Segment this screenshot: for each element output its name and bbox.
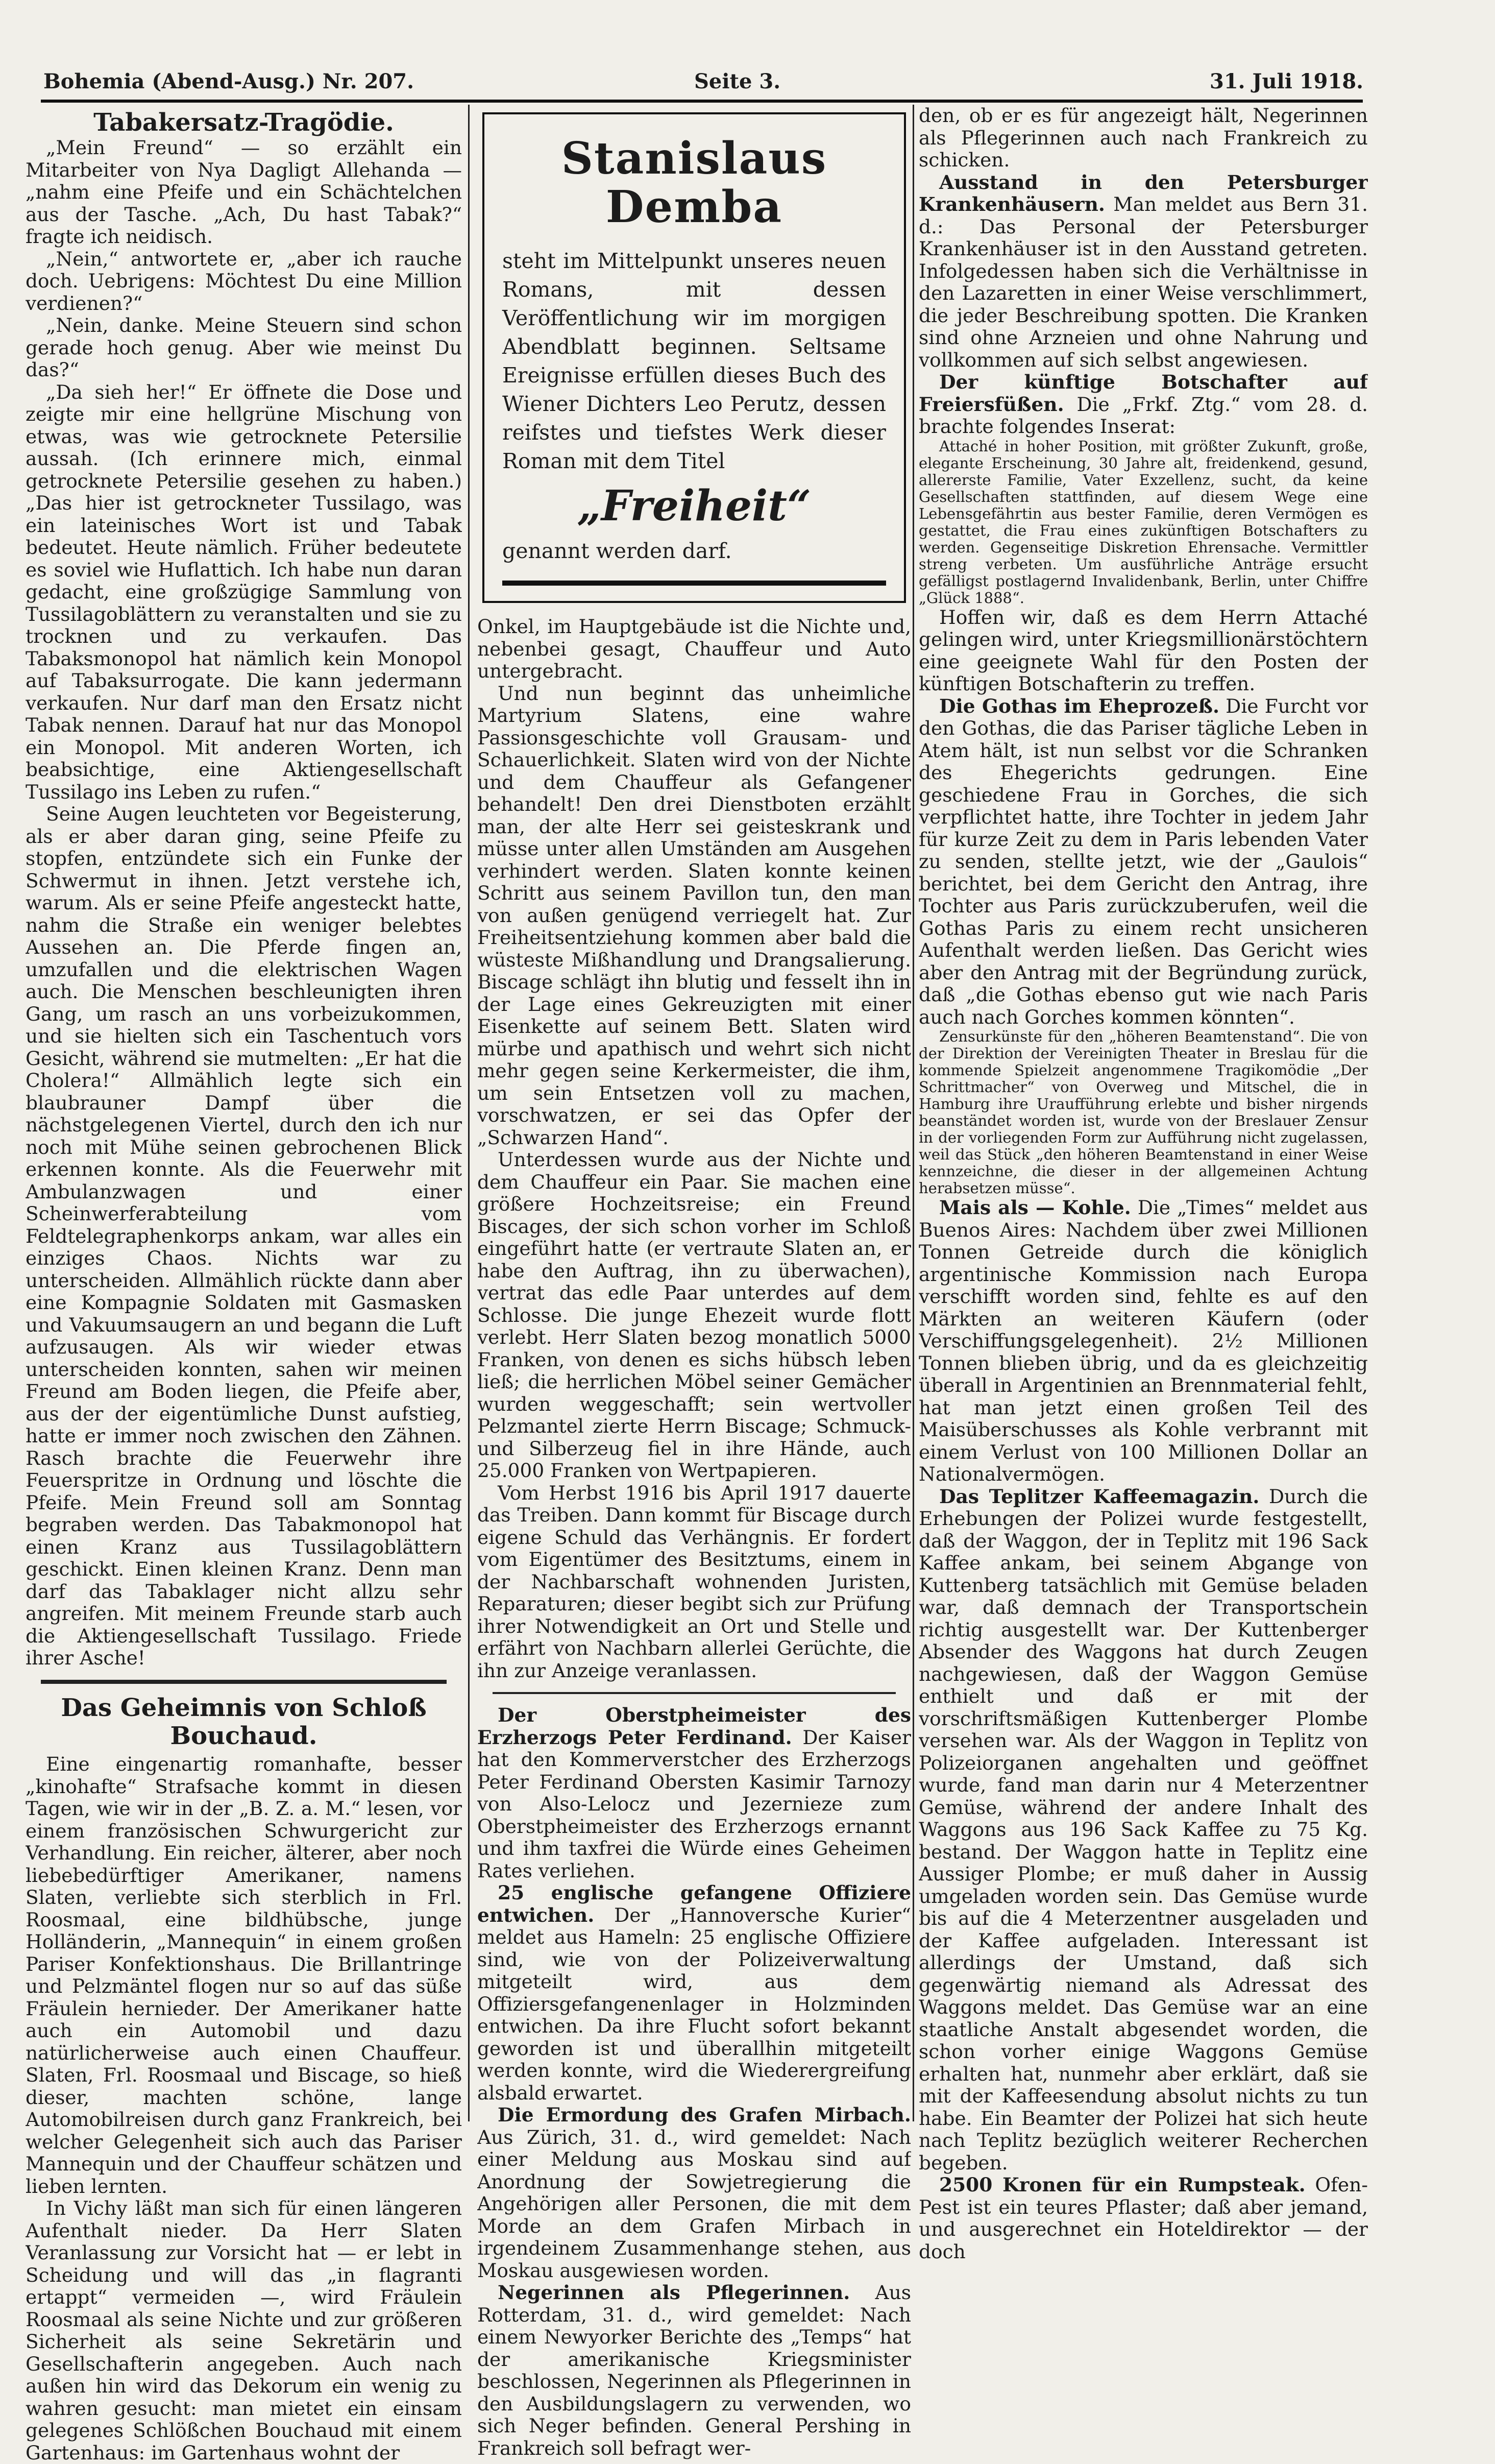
news-headline: Der künftige Botschafter auf Freiersfüßen. (919, 371, 1368, 416)
news-headline: Negerinnen als Pflegerinnen. (498, 2281, 850, 2304)
announcement-novel-title: „Freiheit“ (577, 481, 812, 531)
news-text: Die „Frkf. Ztg.“ vom 28. d. brachte folgendes Inserat: (919, 393, 1368, 438)
news-item (919, 371, 1368, 438)
announcement-rule (502, 581, 886, 586)
novel-announcement-box (482, 112, 906, 603)
header-date: 31. Juli 1918. (1210, 69, 1364, 93)
header-page-number: Seite 3. (694, 69, 781, 93)
news-item (919, 695, 1368, 1029)
news-headline: Die Gothas im Eheprozeß. (939, 694, 1220, 717)
column-3 (919, 105, 1368, 2263)
announcement-body: steht im Mittelpunkt unseres neuen Romans, mit dessen Veröffentlichung wir im morgigen Abendblatt beginnen. Seltsame Ereignisse erfüllen dieses Buch des Wiener Dichters Leo Perutz, dessen reifstes und tiefstes Werk dieser Roman mit dem Titel (502, 249, 886, 474)
news-text: Durch die Erhebungen der Polizei wurde festgestellt, daß der Waggon, der in Teplitz mit 196 Sack Kaffee ankam, bei seinem Abgange von Kuttenberg tatsächlich mit Gemüse beladen war, daß demnach der Transportschein richtig ausgestellt war. Der Kuttenberger Absender des Waggons hat durch Zeugen nachgewiesen, daß der Waggon Gemüse enthielt und daß er mit der vorschriftsmäßigen Kuttenberger Plombe versehen war. Als der Waggon in Teplitz von Polizeiorganen angehalten und geöffnet wurde, fand man darin nur 4 Meterzentner Gemüse, während der andere Inhalt des Waggons aus 196 Sack Kaffee zu 75 Kg. bestand. Der Waggon hatte in Teplitz eine Aussiger Plombe; er muß daher in Aussig umgeladen worden sein. Das Gemüse wurde bis auf die 4 Meterzentner ausgeladen und der Kaffee aufgeladen. Interessant ist allerdings der Umstand, daß sich gegenwärtig niemand als Adressat des Waggons meldet. Das Gemüse war an eine staatliche Anstalt abgesendet worden, die schon vorher einige Waggons Gemüse erhalten hat, nunmehr aber erklärt, daß sie mit der Kaffeesendung absolut nichts zu tun habe. Ein Beamter der Polizei hat sich heute nach Teplitz bezüglich weiterer Recherchen begeben. (919, 1485, 1368, 2174)
article-paragraph: „Nein, danke. Meine Steuern sind schon gerade hoch genug. Aber wie meinst Du das?“ (26, 314, 462, 381)
news-text: Ofen-Pest ist ein teures Pflaster; daß aber jemand, und ausgerechnet ein Hoteldirektor — der doch (919, 2173, 1368, 2263)
announcement-title: Stanislaus Demba (561, 133, 827, 233)
column-1 (26, 105, 462, 2464)
article-paragraph: In Vichy läßt man sich für einen längeren Aufenthalt nieder. Da Herr Slaten Veranlassung zur Vorsicht hat — er lebt in Scheidung und will das „in flagranti ertappt“ vermeiden —, wird Fräulein Roosmaal als seine Nichte und zur größeren Sicherheit als seine Sekretärin und Gesellschafterin angegeben. Auch nach außen hin wird das Dekorum ein wenig zu wahren gesucht: man mietet ein einsam gelegenes Schlößchen Bouchaud mit einem Gartenhaus: im Gartenhaus wohnt der (26, 2197, 462, 2464)
column-rule-2 (913, 105, 914, 2121)
article-paragraph: „Mein Freund“ — so erzählt ein Mitarbeiter von Nya Dagligt Allehanda — „nahm eine Pfeife und ein Schächtelchen aus der Tasche. „Ach, Du hast Tabak?“ fragte ich neidisch. (26, 136, 462, 248)
news-headline: Die Ermordung des Grafen Mirbach. (498, 2104, 911, 2127)
news-item (919, 2174, 1368, 2263)
news-item (477, 2104, 911, 2282)
news-text: Aus Rotterdam, 31. d., wird gemeldet: Nach einem Newyorker Berichte des „Temps“ hat der amerikanische Kriegsminister beschlossen, Negerinnen als Pflegerinnen in den Ausbildungslagern zu verwenden, wo sich Neger befinden. General Pershing in Frankreich soll befragt wer- (477, 2281, 911, 2459)
header-issue: Bohemia (Abend-Ausg.) Nr. 207. (43, 69, 414, 93)
news-headline: 2500 Kronen für ein Rumpsteak. (939, 2173, 1306, 2196)
news-text: Die Furcht vor den Gothas, die das Pariser tägliche Leben in Atem hält, ist nun selbst vor die Schranken des Ehegerichts gedrungen. Eine geschiedene Frau in Gorches, die sich verpflichtet hatte, ihre Tochter in jedem Jahr für kurze Zeit zu dem in Paris lebenden Vater zu senden, stellte jetzt, wie der „Gaulois“ berichtet, bei dem Gericht den Antrag, ihre Tochter aus Paris zurückzuberufen, weil die Gothas Paris zu einem recht unsicheren Aufenthalt werden ließen. Das Gericht wies aber den Antrag mit der Begründung zurück, daß „die Gothas ebenso gut wie nach Paris auch nach Gorches kommen könnten“. (919, 694, 1368, 1028)
article-paragraph: Und nun beginnt das unheimliche Martyrium Slatens, eine wahre Passionsgeschichte voll Grausam- und Schauerlichkeit. Slaten wird von der Nichte und dem Chauffeur als Gefangener behandelt! Den drei Dienstboten erzählt man, der alte Herr sei geisteskrank und müsse unter allen Umständen am Ausgehen verhindert werden. Slaten konnte keinen Schritt aus seinem Pavillon tun, den man von außen genügend verriegelt hat. Zur Freiheitsentziehung kommen aber bald die wüsteste Mißhandlung und Drangsalierung. Biscage schlägt ihn blutig und fesselt ihn in der Lage eines Gekreuzigten mit einer Eisenkette auf seinem Bett. Slaten wird mürbe und apathisch und wehrt sich nicht mehr gegen seine Kerkermeister, die ihm, um sein Entsetzen voll zu machen, vorschwatzen, er sei das Opfer der „Schwarzen Hand“. (477, 682, 911, 1149)
article-paragraph: „Da sieh her!“ Er öffnete die Dose und zeigte mir eine hellgrüne Mischung von etwas, was wie getrocknete Petersilie aussah. (Ich erinnere mich, einmal getrocknete Petersilie gesehen zu haben.) „Das hier ist getrockneter Tussilago, was ein lateinisches Wort ist und Tabak bedeutet. Heute nämlich. Früher bedeutete es soviel wie Huflattich. Ich habe nun daran gedacht, eine großzügige Sammlung von Tussilagoblättern zu veranstalten und sie zu trocknen und zu verkaufen. Das Tabaksmonopol hat nämlich kein Monopol auf Tabaksurrogate. Die kann jedermann verkaufen. Nur darf man den Ersatz nicht Tabak nennen. Darauf hat nur das Monopol ein Monopol. Mit anderen Worten, ich beabsichtige, eine Aktiengesellschaft Tussilago ins Leben zu rufen.“ (26, 380, 462, 803)
news-headline: Das Teplitzer Kaffeemagazin. (939, 1485, 1260, 1508)
news-item (919, 172, 1368, 372)
news-headline: Ausstand in den Petersburger Krankenhäusern. (919, 171, 1368, 215)
article-title-tabakersatz: Tabakersatz-Tragödie. (93, 108, 394, 137)
article-divider (493, 1692, 896, 1694)
advertisement-quote: Attaché in hoher Position, mit größter Zukunft, große, elegante Erscheinung, 30 Jahre alt, freidenkend, gesund, allererste Familie, Vater Exzellenz, sucht, da keine Gesellschaften stattfinden, auf diesem Wege eine Lebensgefährtin aus bester Familie, deren Vermögen es gestattet, die Frau eines zukünftigen Botschafters zu werden. Gegenseitige Diskretion Ehrensache. Vermittler streng verbeten. Um ausführliche Anträge ersucht gefälligst postlagernd Invalidenbank, Berlin, unter Chiffre „Glück 1888“. (919, 437, 1368, 607)
article-paragraph: „Nein,“ antwortete er, „aber ich rauche doch. Uebrigens: Möchtest Du eine Million verdienen?“ (26, 247, 462, 315)
news-text: Der „Hannoversche Kurier“ meldet aus Hameln: 25 englische Offiziere sind, wie von der Polizeiverwaltung mitgeteilt wird, aus dem Offiziersgefangenenlager in Holzminden entwichen. Da ihre Flucht sofort bekannt geworden ist und überallhin mitgeteilt werden konnte, wird die Wiederergreifung alsbald erwartet. (477, 1903, 911, 2104)
article-paragraph: Onkel, im Hauptgebäude ist die Nichte und, nebenbei gesagt, Chauffeur und Auto untergebracht. (477, 615, 911, 683)
article-divider (41, 1680, 447, 1684)
article-paragraph: Vom Herbst 1916 bis April 1917 dauerte das Treiben. Dann kommt für Biscage durch eigene Schuld das Verhängnis. Er fordert vom Eigentümer des Besitztums, einem in der Nachbarschaft wohnenden Juristen, Reparaturen; dieser begibt sich zur Prüfung ihrer Notwendigkeit an Ort und Stelle und erfährt von Nachbarn allerlei Gerüchte, die ihn zur Anzeige veranlassen. (477, 1481, 911, 1682)
news-item (477, 1882, 911, 2104)
news-item (919, 1486, 1368, 2175)
article-continuation: den, ob er es für angezeigt hält, Negerinnen als Pflegerinnen auch nach Frankreich zu schicken. (919, 105, 1368, 171)
article-paragraph: Eine eingenartig romanhafte, besser „kinohafte“ Strafsache kommt in diesen Tagen, wie wir in der „B. Z. a. M.“ lesen, vor einem französischen Schwurgericht zur Verhandlung. Ein reicher, älterer, aber noch liebebedürftiger Amerikaner, namens Slaten, verliebte sich sterblich in Frl. Roosmaal, eine bildhübsche, junge Holländerin, „Mannequin“ in einem großen Pariser Konfektionshaus. Die Brillantringe und Pelzmäntel flogen nur so auf das süße Fräulein hernieder. Der Amerikaner hatte auch ein Automobil und dazu natürlicherweise auch einen Chauffeur. Slaten, Frl. Roosmaal und Biscage, so hieß dieser, machten schöne, lange Automobilreisen durch ganz Frankreich, bei welcher Gelegenheit sich auch das Pariser Mannequin und der Chauffeur schätzen und lieben lernten. (26, 1753, 462, 2197)
news-text: Die „Times“ meldet aus Buenos Aires: Nachdem über zwei Millionen Tonnen Getreide durch die königlich argentinische Kommission nach Europa verschifft worden sind, fehlte es auf den Märkten an weiteren Käufern (oder Verschiffungsgelegenheit). 2½ Millionen Tonnen blieben übrig, und da es gleichzeitig überall in Argentinien an Brennmaterial fehlt, hat man jetzt einen großen Teil des Maisüberschusses als Kohle verbrannt mit einem Verlust von 100 Millionen Dollar an Nationalvermögen. (919, 1196, 1368, 1485)
announcement-footer: genannt werden darf. (502, 539, 732, 564)
news-headline: 25 englische gefangene Offiziere entwichen. (477, 1881, 911, 1926)
news-headline: Der Oberstpheimeister des Erzherzogs Peter Ferdinand. (477, 1704, 911, 1749)
news-text: Der Kaiser hat den Kommerverstcher des Erzherzogs Peter Ferdinand Obersten Kasimir Tarnozy von Also-Lelocz und Jezernieze zum Oberstpheimeister des Erzherzogs ernannt und ihm taxfrei die Würde eines Geheimen Rates verliehen. (477, 1726, 911, 1882)
news-item (919, 1197, 1368, 1486)
news-item (477, 1704, 911, 1882)
article-paragraph: Unterdessen wurde aus der Nichte und dem Chauffeur ein Paar. Sie machen eine größere Hochzeitsreise; ein Freund Biscages, der sich schon vorher im Schloß eingeführt hatte (er vertraute Slaten an, er habe den Auftrag, ihn zu überwachen), vertrat das edle Paar unterdes auf dem Schlosse. Die junge Ehezeit wurde flott verlebt. Herr Slaten bezog monatlich 5000 Franken, von denen es sichs hübsch leben ließ; die herrlichen Möbel seiner Gemächer wurden weggeschafft; sein wertvoller Pelzmantel zierte Herrn Biscage; Schmuck- und Silberzeug fiel in ihre Hände, auch 25.000 Franken von Wertpapieren. (477, 1148, 911, 1482)
column-rule-1 (468, 105, 470, 2121)
news-item (477, 2282, 911, 2459)
news-text: Aus Zürich, 31. d., wird gemeldet: Nach einer Meldung aus Moskau sind auf Anordnung der Sowjetregierung die Angehörigen aller Personen, die mit dem Morde an dem Grafen Mirbach in irgendeinem Zusammenhange stehen, aus Moskau ausgewiesen worden. (477, 2125, 911, 2282)
news-headline: Mais als — Kohle. (939, 1196, 1131, 1219)
article-title-schloss-bouchaud: Das Geheimnis von Schloß Bouchaud. (61, 1693, 427, 1750)
column-2 (477, 105, 911, 2459)
news-text: Man meldet aus Bern 31. d.: Das Personal der Petersburger Krankenhäuser ist in den Ausstand getreten. Infolgedessen haben sich die Verhältnisse in den Lazaretten in einer Weise verschlimmert, die jeder Beschreibung spotten. Die Kranken sind ohne Arzneien und ohne Nahrung und vollkommen auf sich selbst angewiesen. (919, 193, 1368, 371)
news-item-censorship: Zensurkünste für den „höheren Beamtenstand“. Die von der Direktion der Vereinigten Theater in Breslau für die kommende Spielzeit angenommene Tragikomödie „Der Schrittmacher“ von Overweg und Mitschel, die in Hamburg ihre Uraufführung erlebte und bisher nirgends beanständet worden ist, wurde von der Breslauer Zensur in der vorliegenden Form zur Aufführung nicht zugelassen, weil das Stück „den höheren Beamtenstand in einer Weise kennzeichne, die dieser in der allgemeinen Achtung herabsetzen müsse“. (919, 1028, 1368, 1197)
header-rule (41, 100, 1363, 103)
article-paragraph: Hoffen wir, daß es dem Herrn Attaché gelingen wird, unter Kriegsmillionärstöchtern eine geeignete Wahl für den Posten der künftigen Botschafterin zu treffen. (919, 606, 1368, 695)
article-paragraph: Seine Augen leuchteten vor Begeisterung, als er aber daran ging, seine Pfeife zu stopfen, entzündete sich ein Funke der Schwermut in ihnen. Jetzt verstehe ich, warum. Als er seine Pfeife angesteckt hatte, nahm die Straße ein weniger belebtes Aussehen an. Die Pferde fingen an, umzufallen und die elektrischen Wagen auch. Die Menschen beschleunigten ihren Gang, um rasch an uns vorbeizukommen, und sie hielten sich ein Taschentuch vors Gesicht, während sie mutmelten: „Er hat die Cholera!“ Allmählich legte sich ein blaubrauner Dampf über die nächstgelegenen Viertel, durch den ich nur noch mit Mühe seinen gebrochenen Blick erkennen konnte. Als die Feuerwehr mit Ambulanzwagen und einer Scheinwerferabteilung vom Feldtelegraphenkorps ankam, war alles ein einziges Chaos. Nichts war zu unterscheiden. Allmählich rückte dann aber eine Kompagnie Soldaten mit Gasmasken und Vakuumsaugern an und begann die Luft aufzusaugen. Als wir wieder etwas unterscheiden konnten, sahen wir meinen Freund am Boden liegen, die Pfeife aber, aus der der eigentümliche Dunst aufstieg, hatte er immer noch zwischen den Zähnen. Rasch brachte die Feuerwehr ihre Feuerspritze in Ordnung und löschte die Pfeife. Mein Freund soll am Sonntag begraben werden. Das Tabakmonopol hat einen Kranz aus Tussilagoblättern geschickt. Einen kleinen Kranz. Denn man darf das Tabaklager nicht allzu sehr angreifen. Mit meinem Freunde starb auch die Aktiengesellschaft Tussilago. Friede ihrer Asche! (26, 803, 462, 1670)
